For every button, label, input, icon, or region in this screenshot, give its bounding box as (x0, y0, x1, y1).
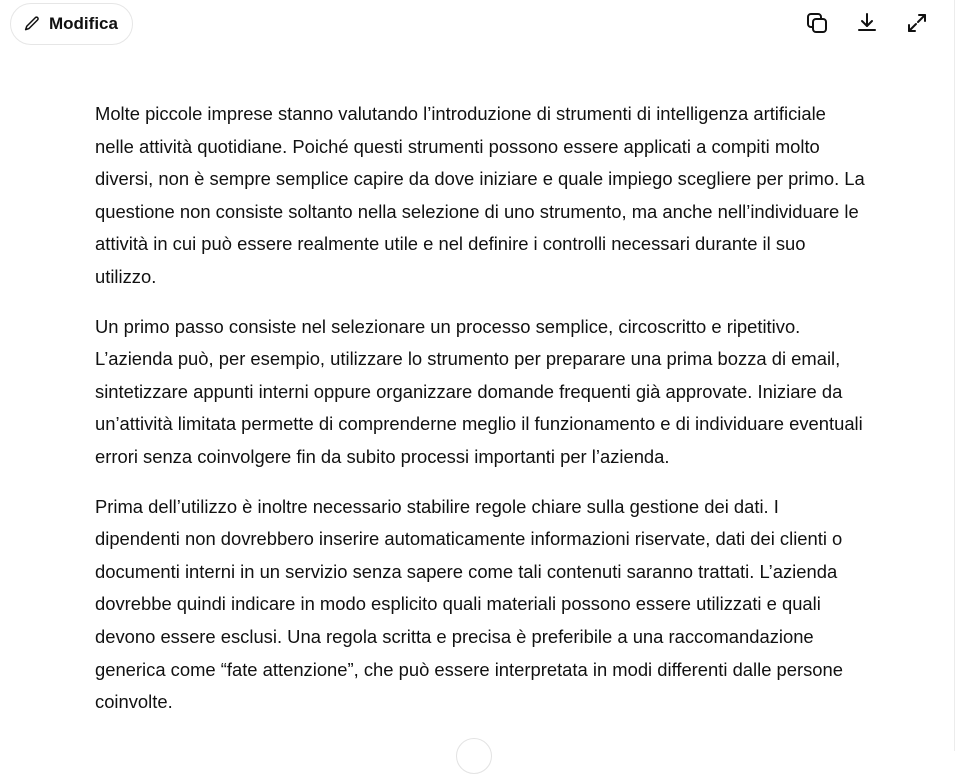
paragraph: Molte piccole imprese stanno valutando l’introduzione di strumenti di intelligenza artificiale nelle attività quotidiane. Poiché questi strumenti possono essere applicati a compiti molto diversi, non è sempre semplice capire da dove iniziare e quale impiego scegliere per primo. La questione non consiste soltanto nella selezione di uno strumento, ma anche nell’individuare le attività in cui può essere realmente utile e nel definire i controlli necessari durante il suo utilizzo. (95, 103, 865, 287)
edit-button[interactable] (10, 3, 133, 45)
download-button[interactable] (853, 9, 881, 37)
expand-button[interactable] (903, 9, 931, 37)
document-body (95, 98, 865, 736)
document-toolbar (0, 0, 955, 52)
edit-button-label: Modifica (49, 14, 118, 33)
scroll-down-button[interactable] (456, 738, 492, 774)
pencil-icon (23, 15, 41, 33)
paragraph: Prima dell’utilizzo è inoltre necessario stabilire regole chiare sulla gestione dei dati. I dipendenti non dovrebbero inserire automaticamente informazioni riservate, dati dei clienti o documenti interni in un servizio senza sapere come tali contenuti saranno trattati. L’azienda dovrebbe quindi indicare in modo esplicito quali materiali possono essere utilizzati e quali devono essere esclusi. Una regola scritta e precisa è preferibile a una raccomandazione generica come “fate attenzione”, che può essere interpretata in modi differenti dalle persone coinvolte. (95, 495, 843, 713)
expand-icon (905, 11, 929, 35)
copy-icon (805, 11, 829, 35)
download-icon (855, 11, 879, 35)
copy-button[interactable] (803, 9, 831, 37)
paragraph: Un primo passo consiste nel selezionare un processo semplice, circoscritto e ripetitivo. L’azienda può, per esempio, utilizzare lo strumento per preparare una prima bozza di email, sintetizzare appunti interni oppure organizzare domande frequenti già approvate. Iniziare da un’attività limitata permette di comprenderne meglio il funzionamento e di individuare eventuali errori senza coinvolgere fin da subito processi importanti per l’azienda. (95, 315, 863, 467)
